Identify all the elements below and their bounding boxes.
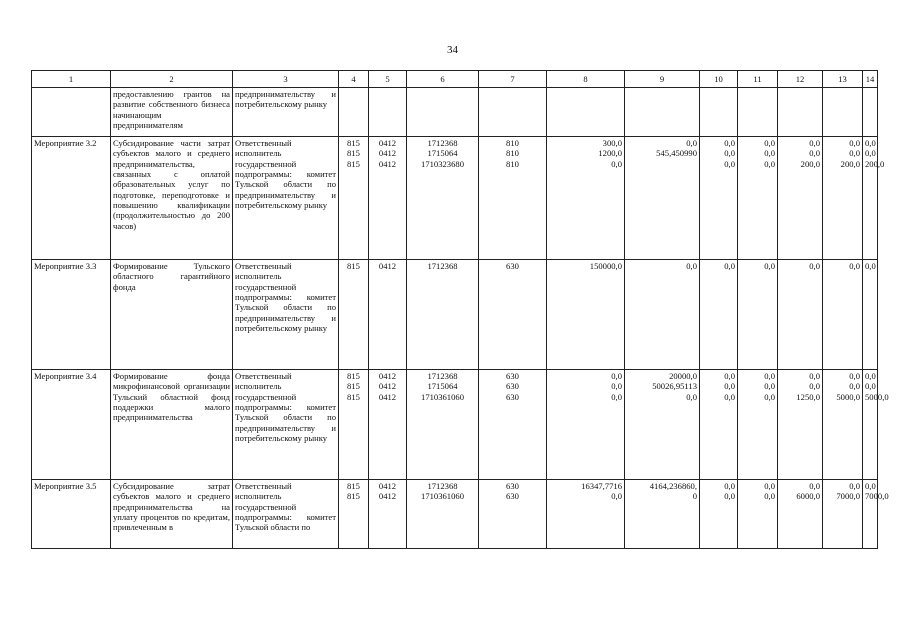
col-header: 6 [407,71,479,88]
responsible-executor: Ответственный исполнитель государственной подпрограммы: комитет Тульской области по [233,480,339,549]
value-col-9: 0 [692,491,697,502]
expense-type-code: 810 [506,148,519,159]
expense-type-code: 630 [506,481,519,491]
activity-description: Формирование фонда микрофинансовой организации Тульский областной фонд поддержки малого предпринимательства [111,370,233,480]
value-col-8-cell [547,480,625,549]
value-col-11: 0,0 [764,158,775,169]
value-col-11-cell [738,137,778,260]
value-col-11-cell [738,370,778,480]
table-row [32,137,878,260]
kbk-code: 815 [347,138,360,148]
value-col-12-cell [778,480,823,549]
value-col-10: 0,0 [724,371,735,381]
expense-type-code: 630 [506,381,519,392]
value-col-12: 1250,0 [796,391,820,402]
value-col-14: 0,0 [865,371,876,381]
table-row [32,480,878,549]
value-col-12-cell [778,260,823,370]
col-header: 14 [863,71,878,88]
target-article-code: 1710361060 [421,491,464,502]
col-header: 7 [479,71,547,88]
value-col-11: 0,0 [764,148,775,159]
value-col-12: 0,0 [809,138,820,148]
value-col-8: 0,0 [611,391,622,402]
activity-description: предоставлению грантов на развитие собственного бизнеса начинающим предпринимателям [111,88,233,137]
value-col-12-cell [778,137,823,260]
kbk-code: 815 [347,148,360,159]
value-col-8: 16347,7716 [581,481,622,491]
value-col-14: 200,0 [865,158,885,169]
target-article-code-cell [407,137,479,260]
value-col-14: 0,0 [865,261,876,271]
value-col-13-cell [823,260,863,370]
value-col-13: 5000,0 [836,391,860,402]
section-code: 0412 [378,371,397,381]
section-code: 0412 [378,138,397,148]
expense-type-code: 630 [506,261,519,271]
value-col-12: 0,0 [809,148,820,159]
target-article-code: 1710323680 [421,158,464,169]
expense-type-code-cell [479,137,547,260]
section-code: 0412 [378,158,397,169]
value-col-12: 0,0 [809,261,820,271]
activity-name: Мероприятие 3.2 [32,137,111,260]
col-header: 11 [738,71,778,88]
value-col-13-cell [823,137,863,260]
expense-type-code: 810 [506,158,519,169]
value-col-10: 0,0 [724,481,735,491]
value-col-14: 0,0 [865,138,876,148]
value-col-11: 0,0 [764,261,775,271]
value-col-13: 0,0 [849,371,860,381]
value-col-14-cell [863,260,878,370]
section-code: 0412 [378,148,397,159]
col-header: 4 [339,71,369,88]
value-col-10: 0,0 [724,158,735,169]
col-header: 5 [369,71,407,88]
col-header: 9 [625,71,700,88]
value-col-10-cell [700,480,738,549]
expense-type-code-cell [479,480,547,549]
value-col-10-cell [700,370,738,480]
target-article-code: 1715064 [427,148,458,159]
expense-type-code: 630 [506,371,519,381]
value-col-11: 0,0 [764,491,775,502]
activity-description: Субсидирование затрат субъектов малого и среднего предпринимательства на уплату процентов по кредитам, привлеченным в [111,480,233,549]
value-col-14: 0,0 [865,381,876,392]
value-col-10: 0,0 [724,148,735,159]
section-code-cell [369,370,407,480]
expense-type-code-cell [479,370,547,480]
value-col-9 [627,159,697,169]
value-col-10: 0,0 [724,261,735,271]
col-header: 3 [233,71,339,88]
target-article-code: 1712368 [427,481,458,491]
value-col-8: 1200,0 [598,148,622,159]
col-header: 8 [547,71,625,88]
value-col-12: 200,0 [800,158,820,169]
target-article-code: 1715064 [427,381,458,392]
activity-name: Мероприятие 3.4 [32,370,111,480]
kbk-code: 815 [347,261,360,271]
value-col-8: 0,0 [611,381,622,392]
value-col-8: 300,0 [602,138,622,148]
activity-description: Субсидирование части затрат субъектов малого и среднего предпринимательства, связанных с оплатой образовательных услуг по подготовке, переподготовке и повышению квалификации (продолжительностью до 200 часов) [111,137,233,260]
section-code: 0412 [378,391,397,402]
value-col-13: 0,0 [849,381,860,392]
value-col-9: 50026,95113 [652,381,697,392]
value-col-13: 0,0 [849,261,860,271]
value-col-9-cell [625,137,700,260]
value-col-13-cell [823,480,863,549]
value-col-10: 0,0 [724,391,735,402]
target-article-code-cell [407,480,479,549]
col-header: 13 [823,71,863,88]
value-col-8: 150000,0 [589,261,622,271]
kbk-code-cell [339,137,369,260]
col-header: 2 [111,71,233,88]
value-col-8: 0,0 [611,158,622,169]
activity-description: Формирование Тульского областного гарантийного фонда [111,260,233,370]
value-col-10-cell [700,137,738,260]
target-article-code: 1712368 [427,261,458,271]
value-col-13: 0,0 [849,148,860,159]
header-row [32,71,878,88]
value-col-14: 0,0 [865,148,876,159]
value-col-10: 0,0 [724,381,735,392]
target-article-code-cell [407,260,479,370]
value-col-12: 0,0 [809,371,820,381]
expense-type-code: 630 [506,391,519,402]
section-code: 0412 [378,491,397,502]
value-col-13-cell [823,370,863,480]
kbk-code: 815 [347,371,360,381]
target-article-code: 1712368 [427,138,458,148]
section-code-cell [369,260,407,370]
activity-name [32,88,111,137]
value-col-11-cell [738,260,778,370]
expense-type-code: 810 [506,138,519,148]
value-col-11: 0,0 [764,381,775,392]
value-col-14-cell [863,480,889,549]
col-header: 1 [32,71,111,88]
value-col-11: 0,0 [764,481,775,491]
kbk-code: 815 [347,491,360,502]
responsible-executor: предпринимательству и потребительскому рынку [233,88,339,137]
value-col-13: 0,0 [849,481,860,491]
target-article-code: 1712368 [427,371,458,381]
value-col-9: 0,0 [686,138,697,148]
section-code-cell [369,480,407,549]
value-col-10: 0,0 [724,138,735,148]
col-header: 10 [700,71,738,88]
value-col-9: 4164,236860, [649,481,697,491]
value-col-8-cell [547,260,625,370]
value-col-8-cell [547,370,625,480]
table-row [32,370,878,480]
value-col-13: 7000,0 [836,491,860,502]
value-col-10: 0,0 [724,491,735,502]
value-col-14: 0,0 [865,481,876,491]
budget-table [31,70,889,549]
value-col-8: 0,0 [611,371,622,381]
section-code: 0412 [378,481,397,491]
target-article-code-cell [407,370,479,480]
kbk-code: 815 [347,381,360,392]
kbk-code: 815 [347,158,360,169]
value-col-12: 6000,0 [796,491,820,502]
col-header: 12 [778,71,823,88]
value-col-12: 0,0 [809,481,820,491]
value-col-14-cell [863,137,885,260]
activity-name: Мероприятие 3.5 [32,480,111,549]
value-col-14: 5000,0 [865,391,889,402]
responsible-executor: Ответственный исполнитель государственной подпрограммы: комитет Тульской области по предпринимательству и потребительскому рынку [233,137,339,260]
kbk-code-cell [339,260,369,370]
kbk-code: 815 [347,481,360,491]
value-col-9-cell [625,370,700,480]
section-code: 0412 [378,261,397,271]
expense-type-code-cell [479,260,547,370]
value-col-13: 0,0 [849,138,860,148]
value-col-9-cell [625,260,700,370]
section-code: 0412 [378,381,397,392]
kbk-code: 815 [347,391,360,402]
value-col-14: 7000,0 [865,491,889,502]
value-col-11-cell [738,480,778,549]
continuation-row [32,88,878,137]
value-col-8-cell [547,137,625,260]
value-col-13: 200,0 [840,158,860,169]
value-col-12-cell [778,370,823,480]
value-col-11: 0,0 [764,391,775,402]
value-col-10-cell [700,260,738,370]
page-number: 34 [447,44,458,56]
value-col-9: 545,450990 [656,148,697,159]
value-col-9: 0,0 [686,261,697,271]
value-col-11: 0,0 [764,371,775,381]
section-code-cell [369,137,407,260]
target-article-code: 1710361060 [421,391,464,402]
value-col-11: 0,0 [764,138,775,148]
value-col-9: 20000,0 [669,371,697,381]
responsible-executor: Ответственный исполнитель государственной подпрограммы: комитет Тульской области по предпринимательству и потребительскому рынку [233,370,339,480]
expense-type-code: 630 [506,491,519,502]
activity-name: Мероприятие 3.3 [32,260,111,370]
table-row [32,260,878,370]
value-col-9: 0,0 [686,391,697,402]
value-col-8: 0,0 [611,491,622,502]
kbk-code-cell [339,370,369,480]
value-col-12: 0,0 [809,381,820,392]
value-col-14-cell [863,370,889,480]
value-col-9-cell [625,480,700,549]
responsible-executor: Ответственный исполнитель государственной подпрограммы: комитет Тульской области по предпринимательству и потребительскому рынку [233,260,339,370]
kbk-code-cell [339,480,369,549]
